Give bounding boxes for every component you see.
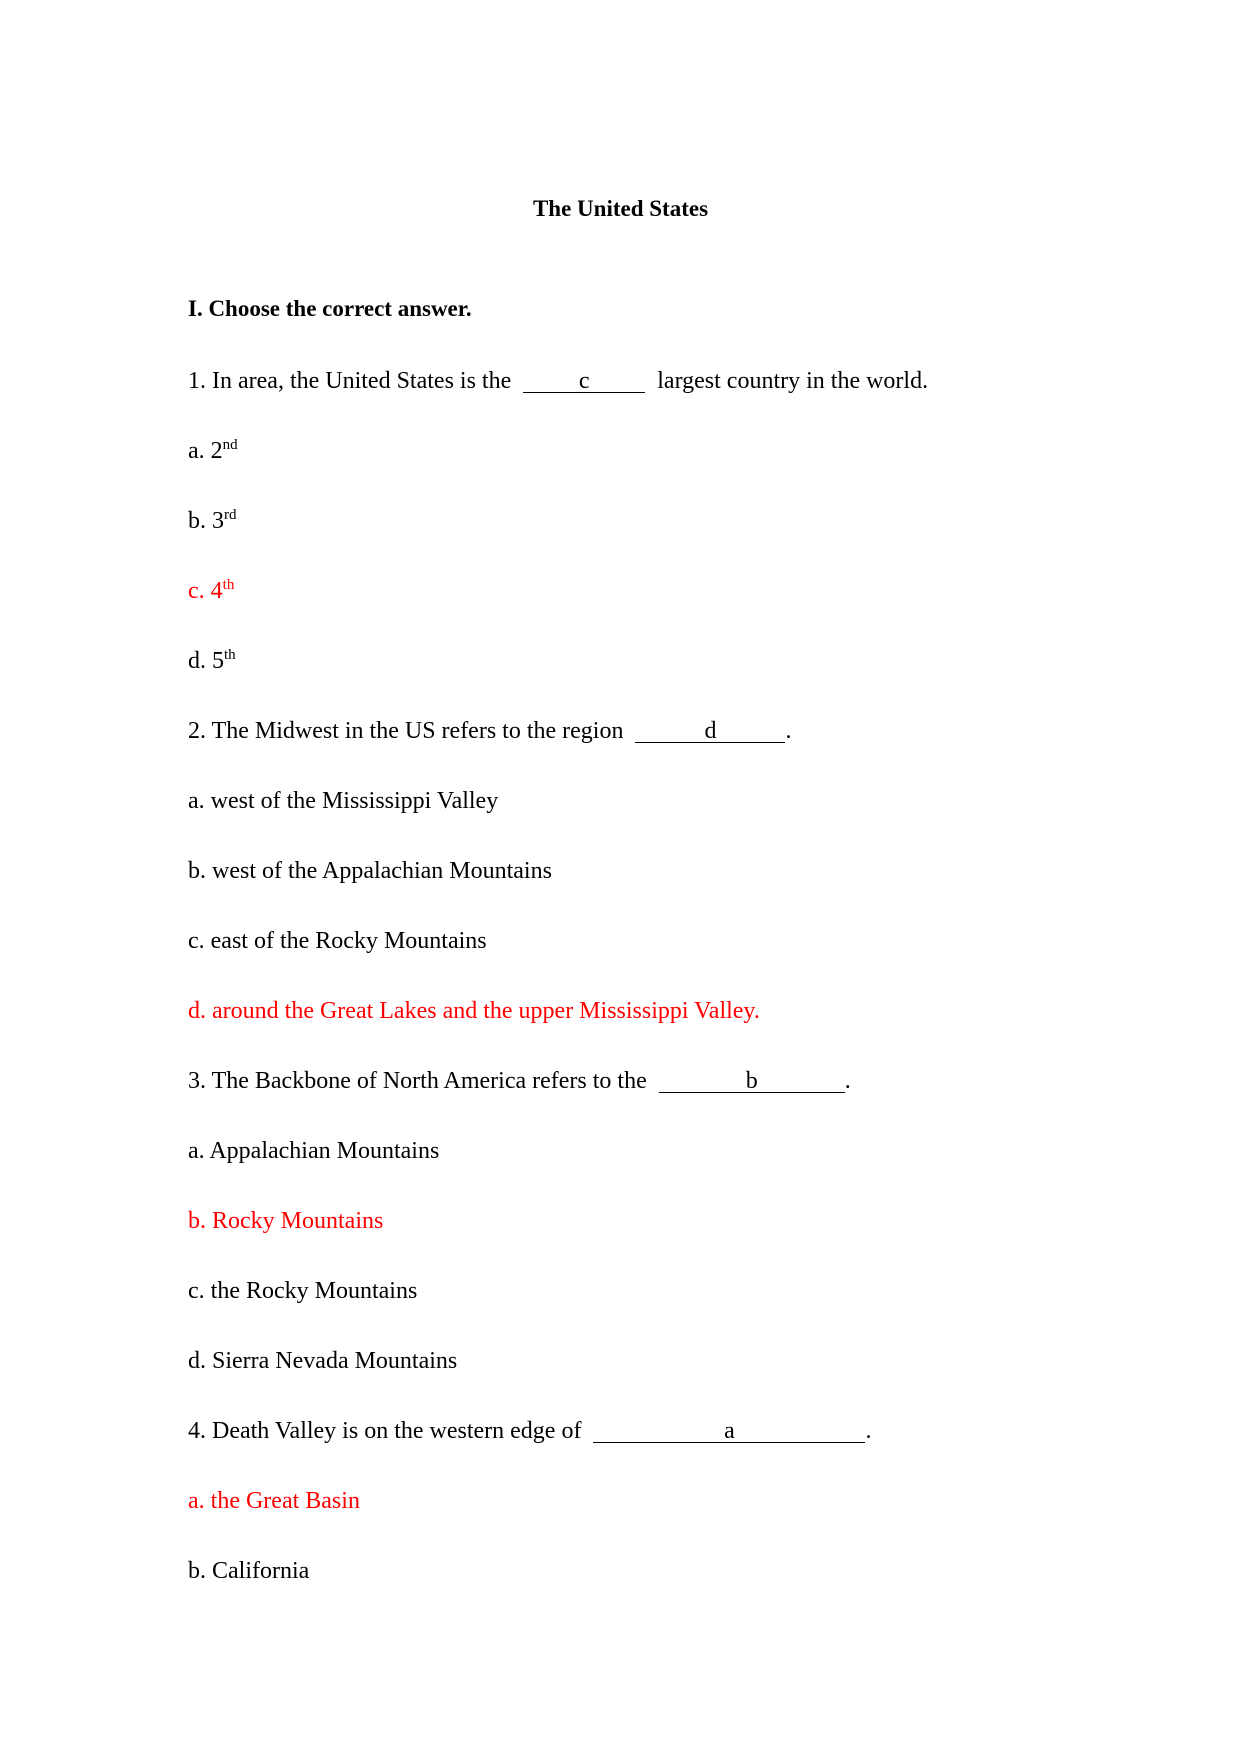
option-2b	[188, 856, 552, 886]
option-text: west of the Appalachian Mountains	[212, 858, 552, 884]
option-letter: c.	[188, 928, 205, 954]
option-text: around the Great Lakes and the upper Mississippi Valley.	[212, 998, 760, 1024]
question-text: 4. Death Valley is on the western edge of	[188, 1418, 582, 1444]
question-2	[188, 716, 791, 746]
question-1	[188, 366, 928, 396]
answer-blank: a	[593, 1420, 865, 1443]
question-suffix: largest country in the world.	[657, 368, 929, 394]
option-text: the Great Basin	[210, 1488, 360, 1514]
option-text: 5	[212, 648, 224, 674]
option-superscript: nd	[222, 437, 238, 453]
option-2a	[188, 786, 498, 816]
option-1b	[188, 506, 237, 536]
option-letter: a.	[188, 1138, 205, 1164]
option-2d-correct	[188, 996, 760, 1026]
option-text: the Rocky Mountains	[210, 1278, 418, 1304]
option-3c	[188, 1276, 417, 1306]
option-text: Sierra Nevada Mountains	[212, 1348, 458, 1374]
option-letter: c.	[188, 578, 205, 604]
option-3a	[188, 1136, 439, 1166]
option-letter: a.	[188, 438, 205, 464]
option-text: west of the Mississippi Valley	[210, 788, 499, 814]
page-title: The United States	[532, 196, 709, 221]
option-3b-correct	[188, 1206, 383, 1236]
option-letter: b.	[188, 1558, 206, 1584]
option-superscript: rd	[224, 507, 237, 523]
option-superscript: th	[224, 647, 236, 663]
question-suffix: .	[844, 1068, 851, 1094]
question-text: 1. In area, the United States is the	[188, 368, 512, 394]
option-1a	[188, 436, 238, 466]
option-superscript: th	[222, 577, 235, 593]
option-2c	[188, 926, 487, 956]
option-4b	[188, 1556, 309, 1586]
option-1c-correct	[188, 576, 234, 606]
answer-blank: c	[523, 370, 645, 393]
option-letter: d.	[188, 648, 206, 674]
option-letter: c.	[188, 1278, 205, 1304]
question-text: 3. The Backbone of North America refers to the	[188, 1068, 647, 1094]
answer-blank: d	[635, 720, 785, 743]
answer-blank: b	[659, 1070, 845, 1093]
question-suffix: .	[785, 718, 792, 744]
option-text: California	[212, 1558, 310, 1584]
question-4	[188, 1416, 871, 1446]
option-4a-correct	[188, 1486, 360, 1516]
option-letter: b.	[188, 508, 206, 534]
option-1d	[188, 646, 236, 676]
question-suffix: .	[865, 1418, 872, 1444]
option-letter: a.	[188, 788, 205, 814]
section-heading: I. Choose the correct answer.	[188, 296, 472, 321]
option-text: 4	[210, 578, 223, 604]
option-text: Rocky Mountains	[212, 1208, 384, 1234]
option-letter: a.	[188, 1488, 205, 1514]
option-text: Appalachian Mountains	[209, 1138, 440, 1164]
option-text: east of the Rocky Mountains	[210, 928, 487, 954]
option-text: 3	[212, 508, 224, 534]
option-letter: b.	[188, 858, 206, 884]
option-letter: d.	[188, 998, 206, 1024]
question-text: 2. The Midwest in the US refers to the region	[188, 718, 624, 744]
question-3	[188, 1066, 851, 1096]
option-letter: d.	[188, 1348, 206, 1374]
option-3d	[188, 1346, 457, 1376]
option-letter: b.	[188, 1208, 206, 1234]
option-text: 2	[210, 438, 223, 464]
